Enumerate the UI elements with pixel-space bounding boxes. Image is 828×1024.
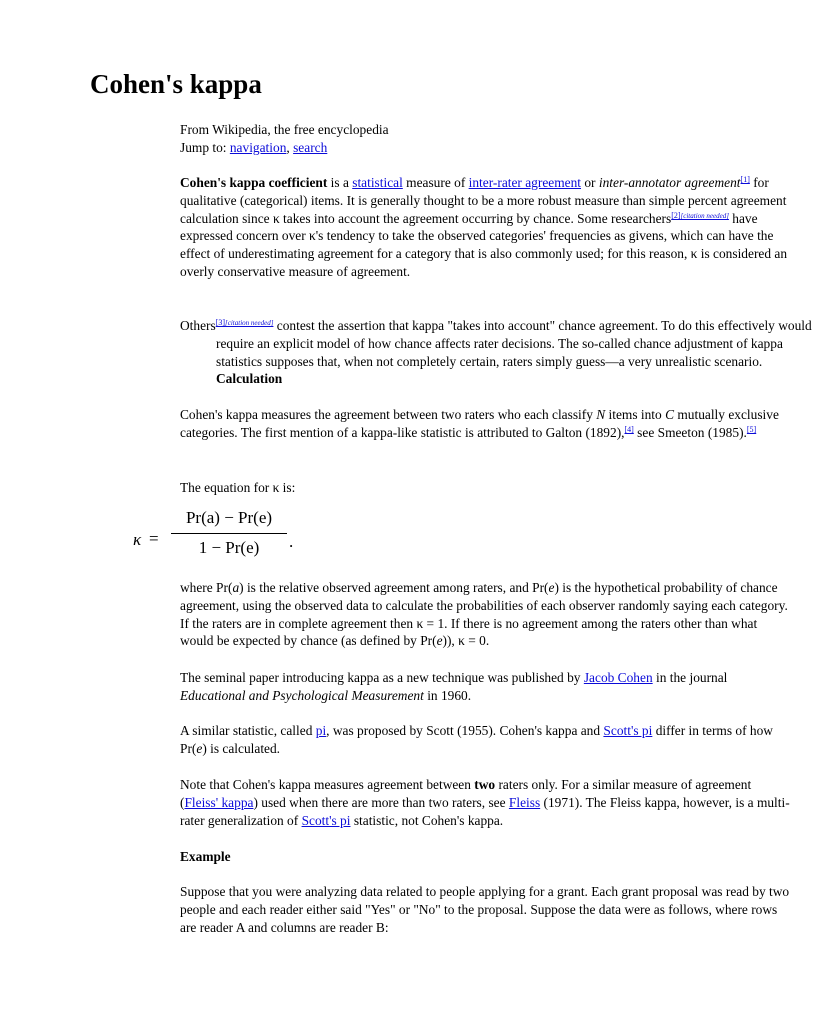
calculation-paragraph: Cohen's kappa measures the agreement between two raters who each classify N items into C mutually exclusive categories. The first mention of a kappa-like statistic is attributed to Galton (1892),[4] see Smeeton (1985).[5] <box>180 407 779 440</box>
equation-numerator: Pr(a) − Pr(e) <box>185 508 273 527</box>
scotts-pi-link[interactable]: Scott's pi <box>603 723 653 738</box>
citation-needed-link[interactable]: [citation needed] <box>680 211 729 220</box>
reference-2-link[interactable]: [2] <box>671 210 681 220</box>
example-paragraph: Suppose that you were analyzing data related to people applying for a grant. Each grant proposal was read by two people and each reader either said "Yes" or "No" to the proposal. Suppose the data were as follows, where rows are reader A and columns are reader B: <box>180 884 790 935</box>
jump-search-link[interactable]: search <box>293 140 328 155</box>
reference-3-link[interactable]: [3] <box>215 318 226 327</box>
statistical-link[interactable]: statistical <box>352 175 403 190</box>
page-title: Cohen's kappa <box>90 69 262 99</box>
others-paragraph: Others[3][citation needed] contest the assertion that kappa "takes into account" chance agreement. To do this effectively would require an explicit model of how chance affects rater decisions. The so-called chance adjustment of kappa statistics supposes that, when not completely certain, raters simply guess—a very unrealistic scenario. Calculation <box>180 318 812 387</box>
pi-link[interactable]: pi <box>315 723 327 738</box>
scotts-pi-link-2[interactable]: Scott's pi <box>301 812 351 828</box>
calculation-heading: Calculation <box>216 371 283 387</box>
equation-intro: The equation for κ is: <box>180 480 296 495</box>
jacob-cohen-link[interactable]: Jacob Cohen <box>583 670 653 685</box>
definition-paragraph: where Pr(a) is the relative observed agreement among raters, and Pr(e) is the hypothetical probability of chance agreement, using the observed data to calculate the probabilities of each observer randomly saying each category. If the raters are in complete agreement then κ = 1. If there is no agreement among the raters other than what would be expected by chance (as defined by Pr(e)), κ = 0. <box>180 580 788 649</box>
equation-denominator: 1 − Pr(e) <box>198 538 260 557</box>
reference-1-link[interactable]: [1] <box>740 175 750 184</box>
jump-links: Jump to: navigation, search <box>180 140 328 155</box>
equation-fraction <box>171 508 287 558</box>
equation-period: . <box>289 532 294 551</box>
site-tagline: From Wikipedia, the free encyclopedia <box>180 122 389 137</box>
fleiss-paragraph: Note that Cohen's kappa measures agreement between two raters only. For a similar measure of agreement (Fleiss' kappa) used when there are more than two raters, see Fleiss (1971). The Fleiss kappa, however, is a multi-rater generalization of Scott's pi statistic, not Cohen's kappa. <box>180 777 790 828</box>
reference-4-link[interactable]: [4] <box>624 424 634 434</box>
scotts-pi-paragraph: A similar statistic, called pi, was proposed by Scott (1955). Cohen's kappa and Scott's pi differ in terms of how Pr(e) is calculated. <box>180 723 773 756</box>
equation-kappa-symbol: κ <box>133 530 142 549</box>
intro-paragraph: Cohen's kappa coefficient is a statistical measure of inter-rater agreement or inter-annotator agreement[1] for qualitative (categorical) items. It is generally thought to be a more robust measure than simple percent agreement calculation since κ takes into account the agreement occurring by chance. Some researchers[2][citation needed] have expressed concern over κ's tendency to take the observed categories' frequencies as givens, which can have the effect of underestimating agreement for a category that is also commonly used; for this reason, κ is considered an overly conservative measure of agreement. <box>180 175 788 279</box>
jump-navigation-link[interactable]: navigation <box>229 140 287 155</box>
seminal-paper-paragraph: The seminal paper introducing kappa as a new technique was published by Jacob Cohen in the journal Educational and Psychological Measurement in 1960. <box>180 670 728 703</box>
example-heading: Example <box>180 849 231 864</box>
inter-rater-agreement-link[interactable]: inter-rater agreement <box>468 175 581 190</box>
citation-needed-link-2[interactable]: [citation needed] <box>225 319 274 327</box>
reference-5-link[interactable]: [5] <box>746 424 757 434</box>
fleiss-kappa-link[interactable]: Fleiss' kappa <box>184 794 254 810</box>
fraction-bar <box>171 533 287 534</box>
equation-equals: = <box>149 529 159 548</box>
fleiss-link[interactable]: Fleiss <box>508 794 541 810</box>
